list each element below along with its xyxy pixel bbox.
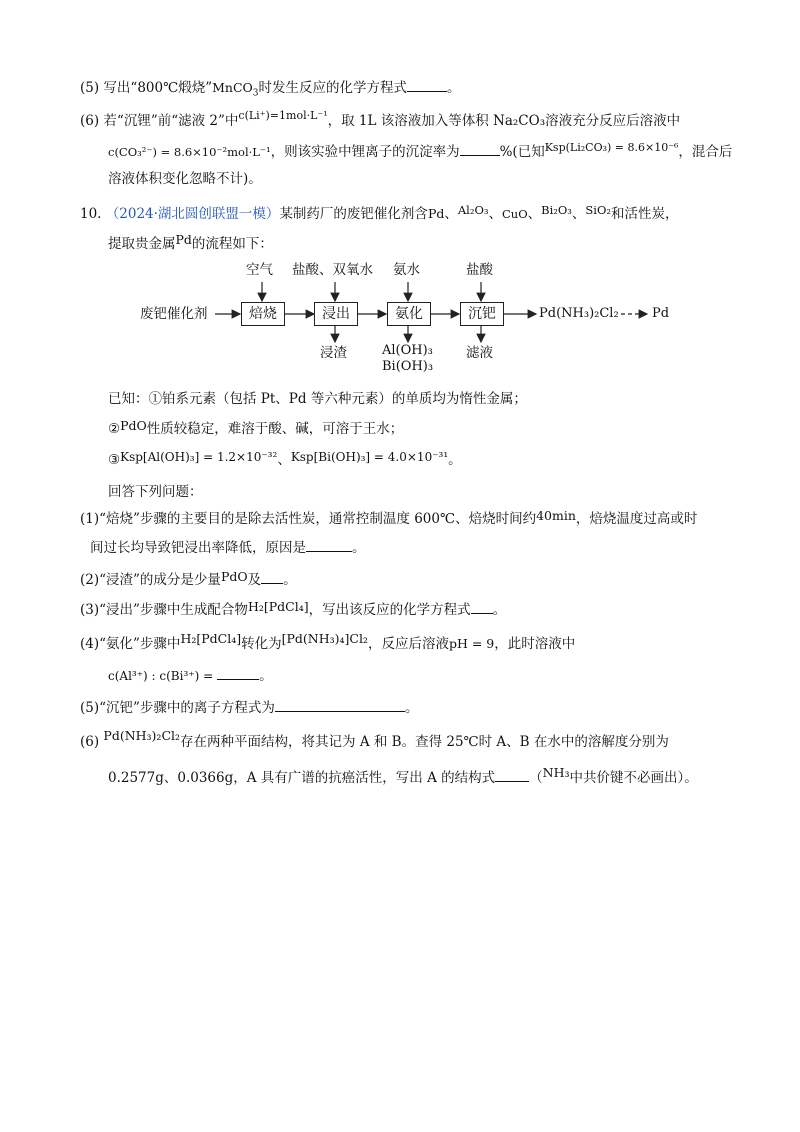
- flow-output-aloh3: Al(OH)₃: [382, 343, 433, 358]
- question-6-line-1: (6) 若“沉锂”前“滤液 2”中$^{c(Li^+)=1mol\cdot L^{-1}}$，取 1L 该溶液加入等体积 Na₂CO₃溶液充分反应后溶液中: [80, 109, 681, 129]
- question-6-line-3: 溶液体积变化忽略不计)。: [108, 171, 262, 187]
- known-item-2: ②PdO性质较稳定，难溶于酸、碱，可溶于王水；: [108, 418, 404, 437]
- answer-blank[interactable]: [306, 538, 352, 552]
- flow-step-ammoniate: 氨化: [387, 302, 431, 326]
- answer-blank[interactable]: [495, 768, 529, 782]
- answer-blank[interactable]: [217, 666, 259, 680]
- flow-input-acid-peroxide: 盐酸、双氧水: [292, 262, 373, 278]
- problem-10-line-2: 提取贵金属Pd的流程如下：: [108, 232, 273, 252]
- flow-input-ammonia: 氨水: [393, 262, 420, 278]
- problem-source[interactable]: （2024·湖北圆创联盟一模）: [105, 206, 280, 222]
- sub-question-6-line-2: 0.2577g、0.0366g，A 具有广谱的抗癌活性，写出 A 的结构式 （NH₃中共价键不必画出）。: [108, 765, 698, 786]
- formula-mnco3: MnCO$_3$: [212, 80, 259, 99]
- flow-arrows: [0, 0, 800, 400]
- question-6-line-2: c(CO₃²⁻) = 8.6×10⁻²mol·L⁻¹，则该实验中锂离子的沉淀率为 %(已知$^{Ksp(Li_2CO_3) = 8.6\times 10^{-6}}$，混合后: [108, 141, 733, 160]
- sub-question-4-line-2: c(Al³⁺) : c(Bi³⁺) = 。: [108, 668, 273, 684]
- flow-final: Pd: [652, 306, 670, 321]
- formula-li-conc: c(Li⁺)=1mol·L⁻¹: [238, 109, 328, 122]
- flow-output-residue: 浸渣: [320, 345, 347, 361]
- formula-ksp-li2co3: Ksp(Li₂CO₃) = 8.6×10⁻⁶: [544, 141, 679, 154]
- flow-input-air: 空气: [246, 262, 273, 278]
- formula-co3-conc: c(CO₃²⁻) = 8.6×10⁻²mol·L⁻¹: [108, 145, 271, 159]
- question-5: (5) 写出“800℃煅烧”MnCO$_3$时发生反应的化学方程式 。: [80, 80, 461, 99]
- sub-question-3: (3)“浸出”步骤中生成配合物H₂[PdCl₄]，写出该反应的化学方程式 。: [80, 599, 507, 618]
- problem-10-line-1: 10. （2024·湖北圆创联盟一模）某制药厂的废钯催化剂含Pd、Al₂O₃、CuO、Bi₂O₃、SiO₂和活性炭，: [80, 203, 679, 222]
- question-number: (6): [80, 113, 100, 129]
- flow-output-filtrate: 滤液: [466, 345, 493, 361]
- question-number: (5): [80, 80, 100, 96]
- problem-number: 10.: [80, 206, 102, 222]
- flow-input-hcl: 盐酸: [466, 262, 493, 278]
- sub-question-6-line-1: (6) Pd(NH₃)₂Cl₂存在两种平面结构，将其记为 A 和 B。查得 25℃时 A、B 在水中的溶解度分别为: [80, 728, 669, 750]
- sub-question-2: (2)“浸渣”的成分是少量PdO及 。: [80, 569, 297, 588]
- answer-blank[interactable]: [275, 698, 405, 712]
- flow-product: Pd(NH₃)₂Cl₂: [539, 306, 619, 321]
- known-item-1: 已知：①铂系元素（包括 Pt、Pd 等六种元素）的单质均为惰性金属；: [108, 391, 527, 407]
- sub-question-5: (5)“沉钯”步骤中的离子方程式为 。: [80, 700, 419, 716]
- flow-output-bioh3: Bi(OH)₃: [382, 359, 434, 374]
- flow-step-roast: 焙烧: [241, 302, 285, 326]
- flow-start: 废钯催化剂: [140, 306, 208, 322]
- answer-blank[interactable]: [471, 600, 493, 614]
- sub-question-4-line-1: (4)“氨化”步骤中H₂[PdCl₄]转化为[Pd(NH₃)₄]Cl₂，反应后溶液pH = 9，此时溶液中: [80, 631, 576, 652]
- sub-question-1-line-2: 间过长均导致钯浸出率降低，原因是 。: [90, 540, 366, 556]
- answer-prompt: 回答下列问题：: [108, 484, 203, 500]
- flow-step-precipitate: 沉钯: [460, 302, 504, 326]
- flow-step-leach: 浸出: [314, 302, 358, 326]
- known-item-3: ③Ksp[Al(OH)₃] = 1.2×10⁻³²、Ksp[Bi(OH)₃] = 4.0×10⁻³¹。: [108, 450, 462, 468]
- sub-question-1-line-1: (1)“焙烧”步骤的主要目的是除去活性炭，通常控制温度 600℃、焙烧时间约40min，焙烧温度过高或时: [80, 508, 698, 527]
- answer-blank[interactable]: [261, 570, 283, 584]
